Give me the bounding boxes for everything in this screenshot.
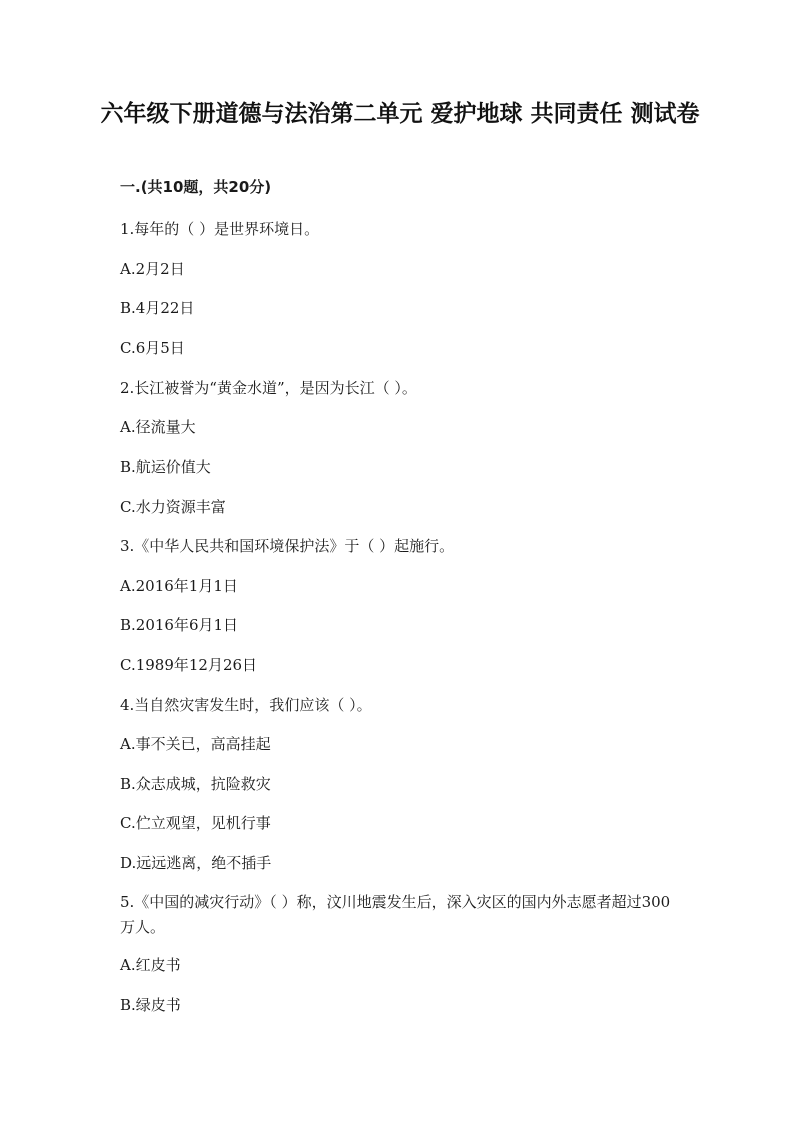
- question-4-option-b: B.众志成城，抗险救灾: [120, 775, 271, 793]
- question-2-stem: 2.长江被誉为“黄金水道”，是因为长江（ ）。: [120, 379, 417, 397]
- question-1-option-c: C.6月5日: [120, 339, 185, 357]
- exam-title: 六年级下册道德与法治第二单元 爱护地球 共同责任 测试卷: [100, 101, 700, 127]
- question-1-option-a: A.2月2日: [120, 260, 185, 278]
- question-2-option-b: B.航运价值大: [120, 458, 211, 476]
- question-3-option-a: A.2016年1月1日: [120, 577, 238, 595]
- question-1-option-b: B.4月22日: [120, 299, 195, 317]
- question-4-option-a: A.事不关已，高高挂起: [120, 735, 271, 753]
- question-2-option-a: A.径流量大: [120, 418, 196, 436]
- question-5-option-b: B.绿皮书: [120, 996, 181, 1014]
- section-heading: 一.(共10题，共20分): [120, 178, 272, 196]
- question-4-option-d: D.远远逃离，绝不插手: [120, 854, 272, 872]
- question-5-option-a: A.红皮书: [120, 956, 181, 974]
- question-3-stem: 3.《中华人民共和国环境保护法》于（ ）起施行。: [120, 537, 455, 555]
- question-3-option-b: B.2016年6月1日: [120, 616, 239, 634]
- question-4-stem: 4.当自然灾害发生时，我们应该（ ）。: [120, 696, 372, 714]
- question-1-stem: 1.每年的（ ）是世界环境日。: [120, 220, 320, 238]
- question-4-option-c: C.伫立观望，见机行事: [120, 814, 271, 832]
- question-2-option-c: C.水力资源丰富: [120, 498, 226, 516]
- question-3-option-c: C.1989年12月26日: [120, 656, 258, 674]
- question-5-stem: 5.《中国的减灾行动》（ ）称，汶川地震发生后，深入灾区的国内外志愿者超过300万人。: [120, 893, 671, 936]
